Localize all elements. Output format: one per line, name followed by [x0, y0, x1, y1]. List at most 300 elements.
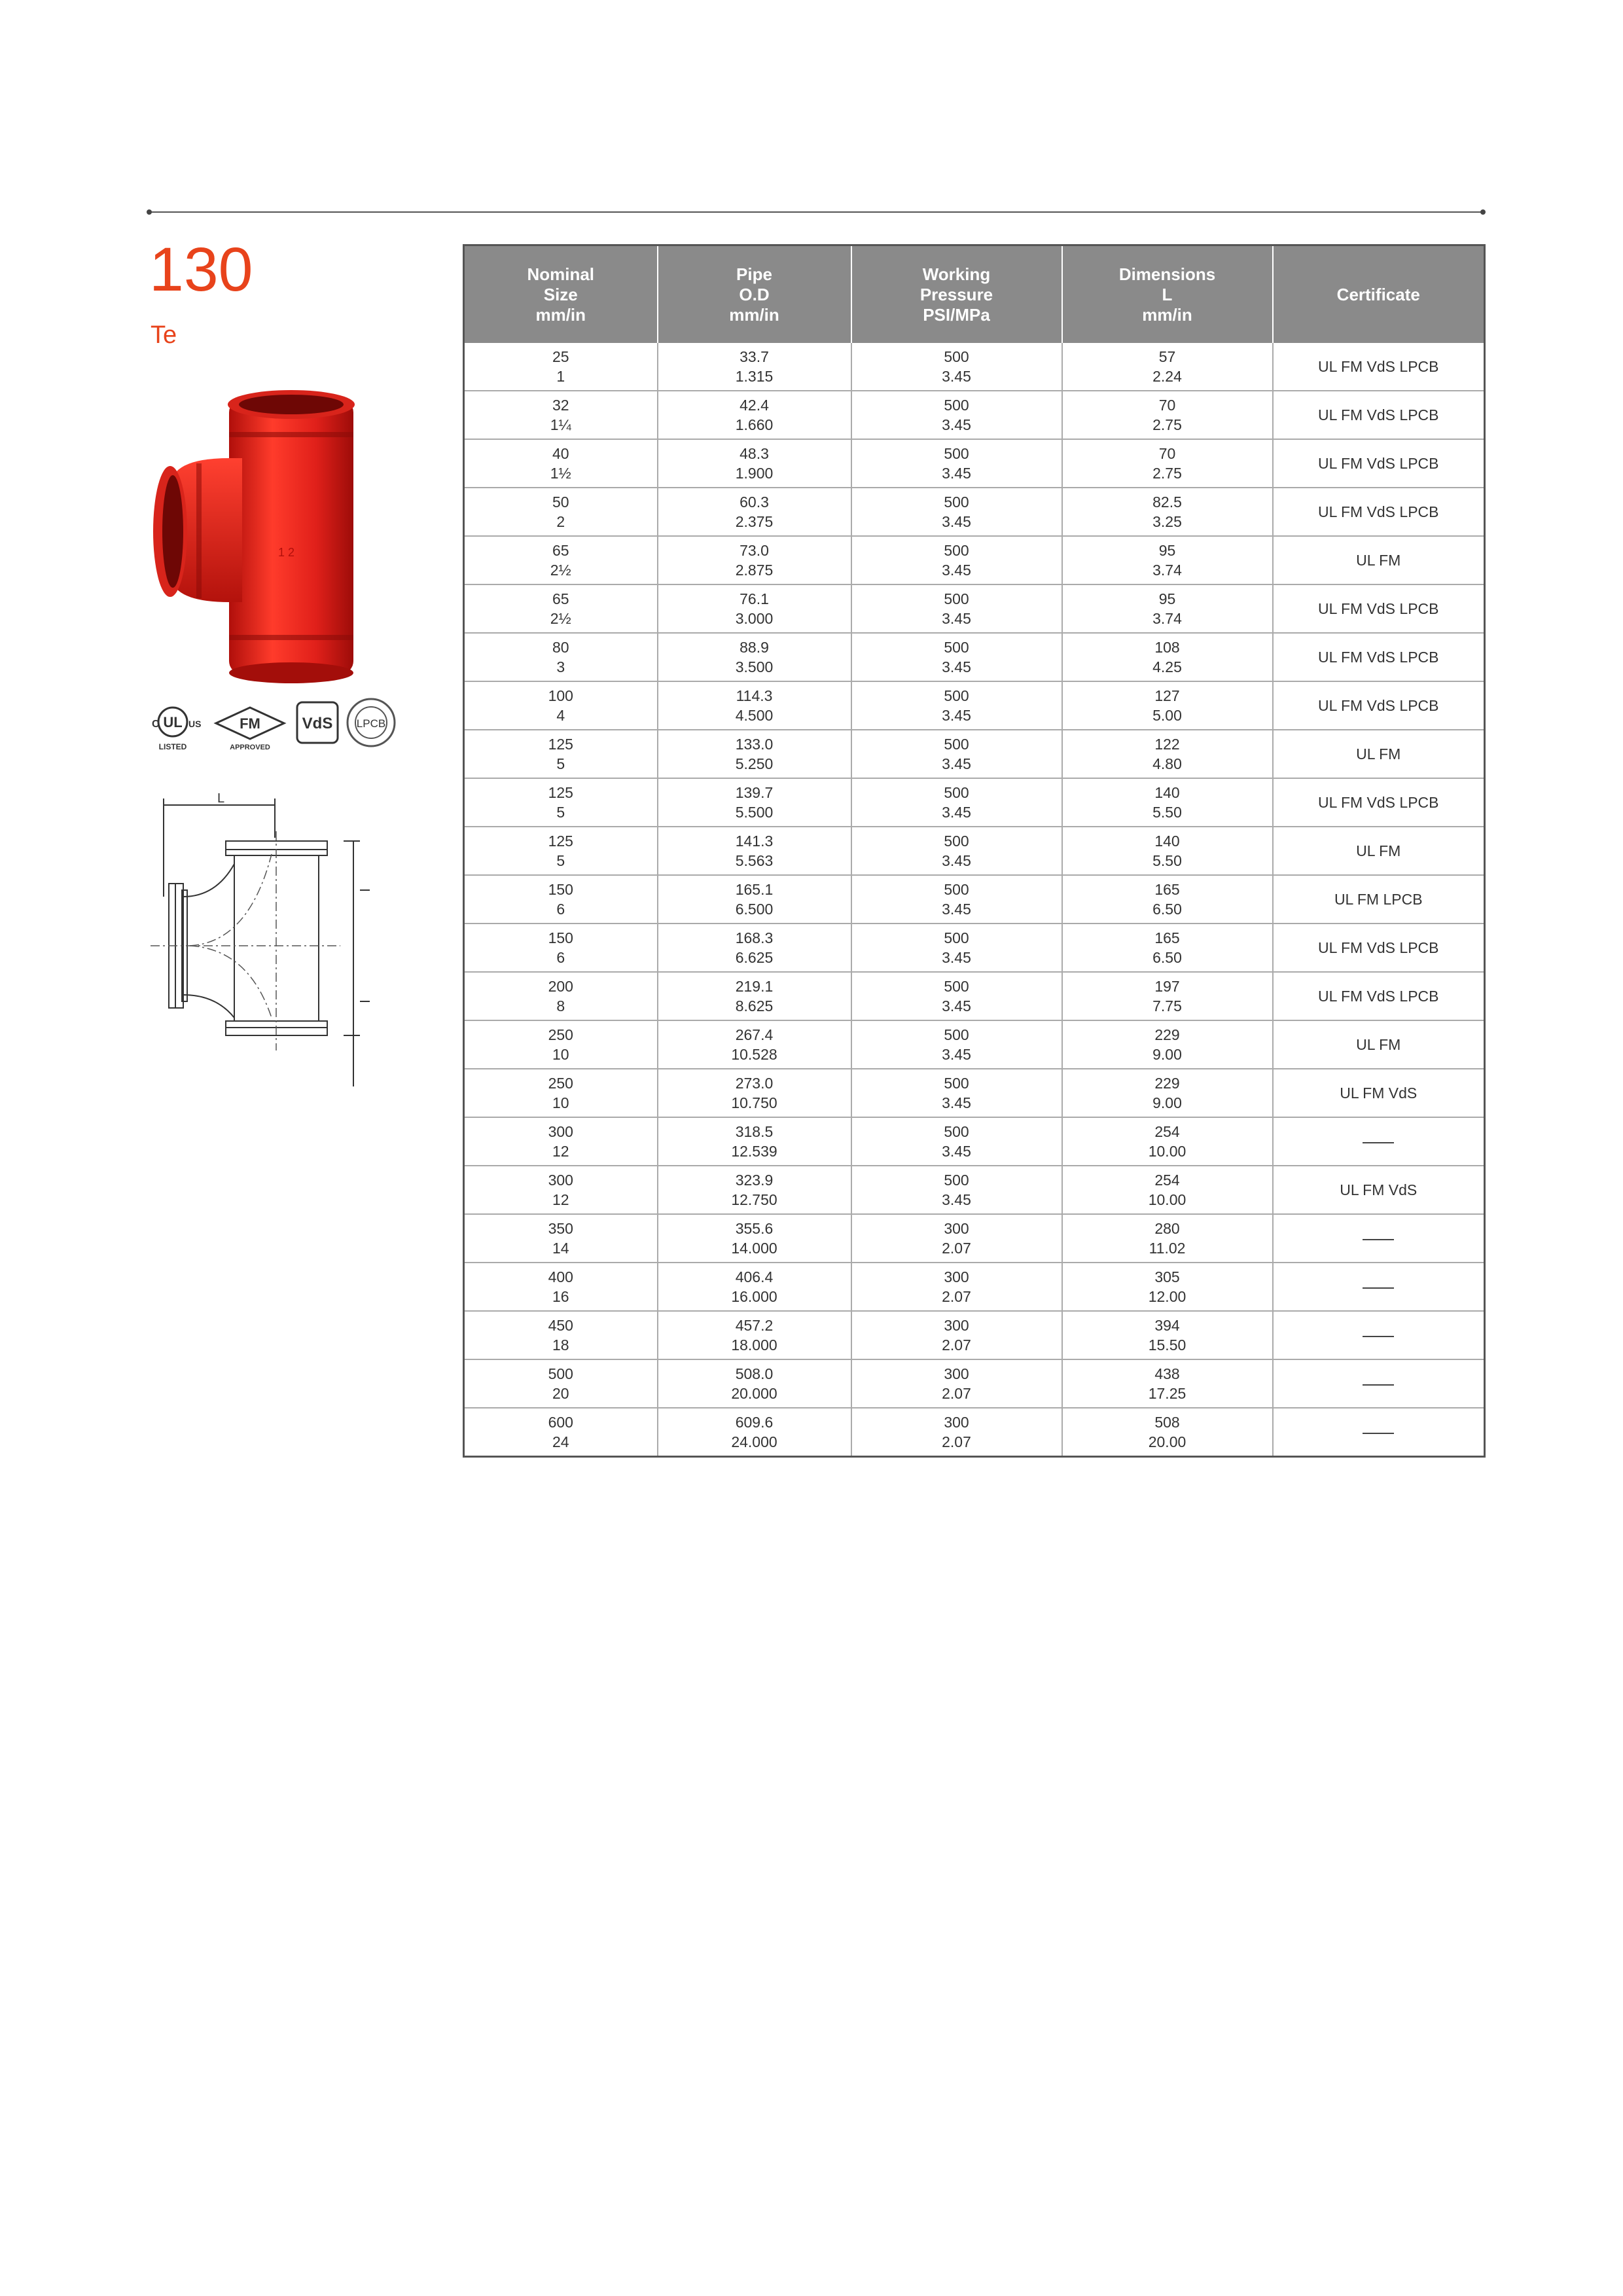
imperial-value: 8 — [556, 997, 565, 1014]
metric-value: 406.4 — [735, 1268, 774, 1285]
product-name: Te — [151, 321, 177, 349]
metric-value: 400 — [548, 1268, 573, 1285]
metric-value: 500 — [944, 639, 969, 656]
cell-working-pressure — [851, 633, 1062, 681]
metric-value: 200 — [548, 978, 573, 995]
metric-value: 500 — [944, 1172, 969, 1189]
certificate-text: UL FM VdS LPCB — [1318, 939, 1439, 956]
cell-dimension-l — [1062, 488, 1273, 536]
metric-value: 254 — [1154, 1172, 1180, 1189]
cell-working-pressure — [851, 1069, 1062, 1117]
cell-nominal-size — [464, 924, 658, 972]
imperial-value: 3.45 — [942, 707, 971, 724]
cell-nominal-size — [464, 972, 658, 1020]
imperial-value: 5 — [556, 852, 565, 869]
cell-pipe-od — [658, 924, 851, 972]
cell-nominal-size — [464, 343, 658, 391]
metric-value: 500 — [944, 736, 969, 753]
cell-working-pressure — [851, 536, 1062, 584]
metric-value: 355.6 — [735, 1220, 774, 1237]
imperial-value: 5.00 — [1152, 707, 1182, 724]
metric-value: 125 — [548, 833, 573, 850]
metric-value: 500 — [944, 978, 969, 995]
metric-value: 125 — [548, 784, 573, 801]
imperial-value: 20 — [552, 1385, 569, 1402]
metric-value: 229 — [1154, 1075, 1180, 1092]
metric-value: 500 — [944, 687, 969, 704]
table-row — [464, 1408, 1485, 1457]
cell-nominal-size — [464, 1214, 658, 1263]
imperial-value: 5.50 — [1152, 804, 1182, 821]
certificate-text: UL FM VdS LPCB — [1318, 406, 1439, 423]
metric-value: 609.6 — [735, 1414, 774, 1431]
cell-certificate — [1273, 633, 1485, 681]
metric-value: 300 — [548, 1172, 573, 1189]
metric-value: 267.4 — [735, 1026, 774, 1043]
cell-nominal-size — [464, 1166, 658, 1214]
imperial-value: 9.00 — [1152, 1094, 1182, 1111]
certificate-text: UL FM LPCB — [1334, 891, 1423, 908]
metric-value: 500 — [944, 542, 969, 559]
imperial-value: 3.74 — [1152, 562, 1182, 579]
cell-dimension-l — [1062, 827, 1273, 875]
imperial-value: 4 — [556, 707, 565, 724]
table-row — [464, 1069, 1485, 1117]
table-row — [464, 343, 1485, 391]
imperial-value: 1 — [556, 368, 565, 385]
cell-certificate — [1273, 730, 1485, 778]
header-line: Working — [922, 264, 991, 284]
imperial-value: 14 — [552, 1240, 569, 1257]
metric-value: 100 — [548, 687, 573, 704]
cell-certificate — [1273, 1311, 1485, 1359]
cell-dimension-l — [1062, 1408, 1273, 1457]
svg-text:APPROVED: APPROVED — [230, 744, 270, 751]
cell-working-pressure — [851, 1117, 1062, 1166]
imperial-value: 6.50 — [1152, 949, 1182, 966]
metric-value: 500 — [944, 590, 969, 607]
table-header-row — [464, 245, 1485, 344]
imperial-value: 12 — [552, 1191, 569, 1208]
cell-working-pressure — [851, 1020, 1062, 1069]
metric-value: 273.0 — [735, 1075, 774, 1092]
imperial-value: 4.80 — [1152, 755, 1182, 772]
certificate-text: UL FM — [1356, 745, 1401, 762]
cell-pipe-od — [658, 730, 851, 778]
cell-working-pressure — [851, 1214, 1062, 1263]
metric-value: 500 — [944, 833, 969, 850]
metric-value: 438 — [1154, 1365, 1180, 1382]
imperial-value: 24 — [552, 1433, 569, 1450]
svg-text:LPCB: LPCB — [356, 717, 386, 730]
metric-value: 165 — [1154, 881, 1180, 898]
imperial-value: 24.000 — [731, 1433, 777, 1450]
certificate-text: UL FM VdS LPCB — [1318, 358, 1439, 375]
imperial-value: 10 — [552, 1046, 569, 1063]
imperial-value: 20.000 — [731, 1385, 777, 1402]
cell-working-pressure — [851, 1311, 1062, 1359]
cell-pipe-od — [658, 1117, 851, 1166]
table-row — [464, 730, 1485, 778]
cell-dimension-l — [1062, 875, 1273, 924]
certificate-text: UL FM VdS LPCB — [1318, 697, 1439, 714]
cell-working-pressure — [851, 924, 1062, 972]
imperial-value: 2.07 — [942, 1433, 971, 1450]
imperial-value: 12 — [552, 1143, 569, 1160]
cell-certificate — [1273, 1117, 1485, 1166]
cell-dimension-l — [1062, 1359, 1273, 1408]
table-row — [464, 827, 1485, 875]
cell-dimension-l — [1062, 778, 1273, 827]
metric-value: 40 — [552, 445, 569, 462]
metric-value: 305 — [1154, 1268, 1180, 1285]
cell-pipe-od — [658, 972, 851, 1020]
certificate-text: UL FM VdS — [1340, 1181, 1418, 1198]
metric-value: 300 — [944, 1220, 969, 1237]
metric-value: 350 — [548, 1220, 573, 1237]
metric-value: 127 — [1154, 687, 1180, 704]
cell-nominal-size — [464, 488, 658, 536]
metric-value: 500 — [944, 348, 969, 365]
imperial-value: 2.07 — [942, 1288, 971, 1305]
header-pipe-od — [658, 245, 851, 344]
table-row — [464, 1117, 1485, 1166]
cell-pipe-od — [658, 536, 851, 584]
metric-value: 300 — [944, 1365, 969, 1382]
ul-listed-logo — [152, 708, 201, 751]
metric-value: 500 — [944, 1075, 969, 1092]
cell-certificate — [1273, 972, 1485, 1020]
cell-certificate — [1273, 1408, 1485, 1457]
certificate-text: UL FM — [1356, 552, 1401, 569]
certificate-text: UL FM VdS LPCB — [1318, 649, 1439, 666]
cell-certificate — [1273, 681, 1485, 730]
cell-nominal-size — [464, 633, 658, 681]
metric-value: 250 — [548, 1075, 573, 1092]
imperial-value: 18.000 — [731, 1336, 777, 1354]
cell-certificate — [1273, 1359, 1485, 1408]
cell-certificate — [1273, 439, 1485, 488]
cell-certificate — [1273, 924, 1485, 972]
table-row — [464, 972, 1485, 1020]
cell-working-pressure — [851, 681, 1062, 730]
imperial-value: 4.500 — [735, 707, 774, 724]
imperial-value: 3.45 — [942, 368, 971, 385]
imperial-value: 2.07 — [942, 1336, 971, 1354]
metric-value: 300 — [944, 1268, 969, 1285]
metric-value: 323.9 — [735, 1172, 774, 1189]
metric-value: 33.7 — [740, 348, 769, 365]
table-row — [464, 1263, 1485, 1311]
certification-logos — [145, 697, 414, 762]
cell-dimension-l — [1062, 1166, 1273, 1214]
certificate-text: UL FM VdS LPCB — [1318, 503, 1439, 520]
imperial-value: 3.45 — [942, 513, 971, 530]
metric-value: 82.5 — [1152, 493, 1182, 511]
metric-value: 500 — [548, 1365, 573, 1382]
metric-value: 57 — [1158, 348, 1176, 365]
table-row — [464, 633, 1485, 681]
cell-nominal-size — [464, 1408, 658, 1457]
imperial-value: 3.500 — [735, 658, 774, 675]
imperial-value: 6 — [556, 949, 565, 966]
imperial-value: 10.528 — [731, 1046, 777, 1063]
table-row — [464, 924, 1485, 972]
table-row — [464, 536, 1485, 584]
imperial-value: 15.50 — [1148, 1336, 1186, 1354]
cell-pipe-od — [658, 1214, 851, 1263]
imperial-value: 3.45 — [942, 465, 971, 482]
cell-nominal-size — [464, 391, 658, 439]
svg-text:C: C — [152, 719, 160, 730]
table-body — [464, 343, 1485, 1457]
cell-working-pressure — [851, 391, 1062, 439]
header-line: L — [1162, 284, 1173, 304]
cell-nominal-size — [464, 875, 658, 924]
imperial-value: 1¼ — [550, 416, 571, 433]
imperial-value: 3.45 — [942, 997, 971, 1014]
no-certificate-dash — [1363, 1239, 1394, 1240]
imperial-value: 6.500 — [735, 901, 774, 918]
cell-dimension-l — [1062, 536, 1273, 584]
cell-working-pressure — [851, 730, 1062, 778]
cell-dimension-l — [1062, 730, 1273, 778]
cell-working-pressure — [851, 1166, 1062, 1214]
header-line: O.D — [739, 284, 770, 304]
metric-value: 70 — [1158, 397, 1176, 414]
imperial-value: 2.24 — [1152, 368, 1182, 385]
table-row — [464, 875, 1485, 924]
cell-working-pressure — [851, 439, 1062, 488]
metric-value: 500 — [944, 784, 969, 801]
imperial-value: 1½ — [550, 465, 571, 482]
cell-nominal-size — [464, 1311, 658, 1359]
cell-pipe-od — [658, 439, 851, 488]
cell-working-pressure — [851, 778, 1062, 827]
no-certificate-dash — [1363, 1142, 1394, 1143]
imperial-value: 3.45 — [942, 804, 971, 821]
imperial-value: 3.45 — [942, 416, 971, 433]
metric-value: 168.3 — [735, 929, 774, 946]
certificate-text: UL FM VdS LPCB — [1318, 600, 1439, 617]
imperial-value: 3.45 — [942, 658, 971, 675]
metric-value: 76.1 — [740, 590, 769, 607]
cell-dimension-l — [1062, 681, 1273, 730]
no-certificate-dash — [1363, 1433, 1394, 1434]
fm-approved-logo — [216, 708, 284, 751]
imperial-value: 12.00 — [1148, 1288, 1186, 1305]
header-line: mm/in — [1142, 304, 1192, 325]
metric-value: 60.3 — [740, 493, 769, 511]
metric-value: 500 — [944, 881, 969, 898]
cell-pipe-od — [658, 1408, 851, 1457]
imperial-value: 3.45 — [942, 755, 971, 772]
header-line: Nominal — [527, 264, 595, 284]
cell-nominal-size — [464, 1117, 658, 1166]
header-certificate — [1273, 245, 1485, 344]
cell-certificate — [1273, 343, 1485, 391]
header-line: PSI/MPa — [923, 304, 990, 325]
cell-nominal-size — [464, 1069, 658, 1117]
metric-value: 600 — [548, 1414, 573, 1431]
cell-pipe-od — [658, 778, 851, 827]
metric-value: 73.0 — [740, 542, 769, 559]
imperial-value: 10.00 — [1148, 1191, 1186, 1208]
imperial-value: 3.45 — [942, 852, 971, 869]
metric-value: 150 — [548, 881, 573, 898]
certificate-text: UL FM VdS — [1340, 1085, 1418, 1102]
imperial-value: 3.45 — [942, 1143, 971, 1160]
svg-text:US: US — [188, 719, 202, 729]
imperial-value: 2.07 — [942, 1240, 971, 1257]
table-row — [464, 439, 1485, 488]
imperial-value: 6.50 — [1152, 901, 1182, 918]
cell-dimension-l — [1062, 343, 1273, 391]
cell-nominal-size — [464, 730, 658, 778]
metric-value: 70 — [1158, 445, 1176, 462]
imperial-value: 1.660 — [735, 416, 774, 433]
product-photo — [144, 386, 419, 687]
metric-value: 500 — [944, 929, 969, 946]
metric-value: 65 — [552, 590, 569, 607]
imperial-value: 2½ — [550, 610, 571, 627]
cell-dimension-l — [1062, 1020, 1273, 1069]
cell-nominal-size — [464, 439, 658, 488]
imperial-value: 20.00 — [1148, 1433, 1186, 1450]
header-working-pressure — [851, 245, 1062, 344]
header-dimensions-l — [1062, 245, 1273, 344]
metric-value: 32 — [552, 397, 569, 414]
cell-certificate — [1273, 875, 1485, 924]
metric-value: 500 — [944, 445, 969, 462]
cell-working-pressure — [851, 875, 1062, 924]
cell-certificate — [1273, 488, 1485, 536]
imperial-value: 2 — [556, 513, 565, 530]
imperial-value: 5.50 — [1152, 852, 1182, 869]
table-row — [464, 1166, 1485, 1214]
imperial-value: 11.02 — [1149, 1240, 1186, 1257]
header-nominal-size — [464, 245, 658, 344]
table-row — [464, 1020, 1485, 1069]
metric-value: 450 — [548, 1317, 573, 1334]
header-line: mm/in — [535, 304, 586, 325]
cell-pipe-od — [658, 391, 851, 439]
table-row — [464, 1359, 1485, 1408]
cell-working-pressure — [851, 343, 1062, 391]
cell-dimension-l — [1062, 924, 1273, 972]
cell-pipe-od — [658, 827, 851, 875]
imperial-value: 3.45 — [942, 562, 971, 579]
cell-pipe-od — [658, 633, 851, 681]
imperial-value: 3.000 — [735, 610, 774, 627]
certificate-text: UL FM — [1356, 1036, 1401, 1053]
imperial-value: 6 — [556, 901, 565, 918]
certificate-text: UL FM VdS LPCB — [1318, 455, 1439, 472]
imperial-value: 7.75 — [1152, 997, 1182, 1014]
table-row — [464, 391, 1485, 439]
metric-value: 500 — [944, 1026, 969, 1043]
imperial-value: 1.900 — [735, 465, 774, 482]
imperial-value: 12.750 — [731, 1191, 777, 1208]
cell-pipe-od — [658, 1166, 851, 1214]
imperial-value: 3.45 — [942, 1191, 971, 1208]
table-row — [464, 778, 1485, 827]
cell-nominal-size — [464, 1359, 658, 1408]
metric-value: 457.2 — [735, 1317, 774, 1334]
svg-text:VdS: VdS — [302, 715, 333, 732]
cell-pipe-od — [658, 343, 851, 391]
imperial-value: 3.45 — [942, 949, 971, 966]
svg-text:LISTED: LISTED — [158, 742, 187, 751]
vds-logo — [297, 702, 338, 743]
table-row — [464, 1311, 1485, 1359]
imperial-value: 3.45 — [942, 610, 971, 627]
cell-pipe-od — [658, 584, 851, 633]
cell-pipe-od — [658, 1263, 851, 1311]
cell-certificate — [1273, 778, 1485, 827]
cell-working-pressure — [851, 1408, 1062, 1457]
lpcb-logo — [348, 699, 395, 746]
imperial-value: 12.539 — [731, 1143, 777, 1160]
no-certificate-dash — [1363, 1287, 1394, 1289]
cell-working-pressure — [851, 827, 1062, 875]
svg-text:FM: FM — [240, 715, 260, 732]
metric-value: 42.4 — [740, 397, 769, 414]
imperial-value: 17.25 — [1148, 1385, 1186, 1402]
metric-value: 165 — [1154, 929, 1180, 946]
cell-pipe-od — [658, 1020, 851, 1069]
metric-value: 108 — [1154, 639, 1180, 656]
imperial-value: 2.75 — [1152, 416, 1182, 433]
header-line: Pressure — [919, 284, 993, 304]
metric-value: 95 — [1158, 590, 1176, 607]
metric-value: 139.7 — [735, 784, 774, 801]
cell-working-pressure — [851, 972, 1062, 1020]
imperial-value: 3 — [556, 658, 565, 675]
imperial-value: 5.563 — [735, 852, 774, 869]
cell-dimension-l — [1062, 439, 1273, 488]
cell-pipe-od — [658, 1069, 851, 1117]
metric-value: 254 — [1154, 1123, 1180, 1140]
metric-value: 65 — [552, 542, 569, 559]
metric-value: 300 — [944, 1414, 969, 1431]
no-certificate-dash — [1363, 1336, 1394, 1337]
metric-value: 500 — [944, 1123, 969, 1140]
metric-value: 250 — [548, 1026, 573, 1043]
imperial-value: 5.500 — [735, 804, 774, 821]
imperial-value: 18 — [552, 1336, 569, 1354]
certificate-text: UL FM VdS LPCB — [1318, 794, 1439, 811]
header-line: mm/in — [729, 304, 779, 325]
imperial-value: 6.625 — [735, 949, 774, 966]
cell-dimension-l — [1062, 1311, 1273, 1359]
cell-certificate — [1273, 827, 1485, 875]
cell-working-pressure — [851, 488, 1062, 536]
metric-value: 141.3 — [735, 833, 774, 850]
metric-value: 280 — [1154, 1220, 1180, 1237]
metric-value: 122 — [1154, 736, 1180, 753]
cell-nominal-size — [464, 1263, 658, 1311]
table-row — [464, 488, 1485, 536]
cell-nominal-size — [464, 536, 658, 584]
cell-working-pressure — [851, 1359, 1062, 1408]
cell-certificate — [1273, 1263, 1485, 1311]
imperial-value: 16.000 — [731, 1288, 777, 1305]
imperial-value: 3.45 — [942, 901, 971, 918]
spec-table — [463, 244, 1486, 1458]
cell-pipe-od — [658, 1359, 851, 1408]
cell-pipe-od — [658, 681, 851, 730]
